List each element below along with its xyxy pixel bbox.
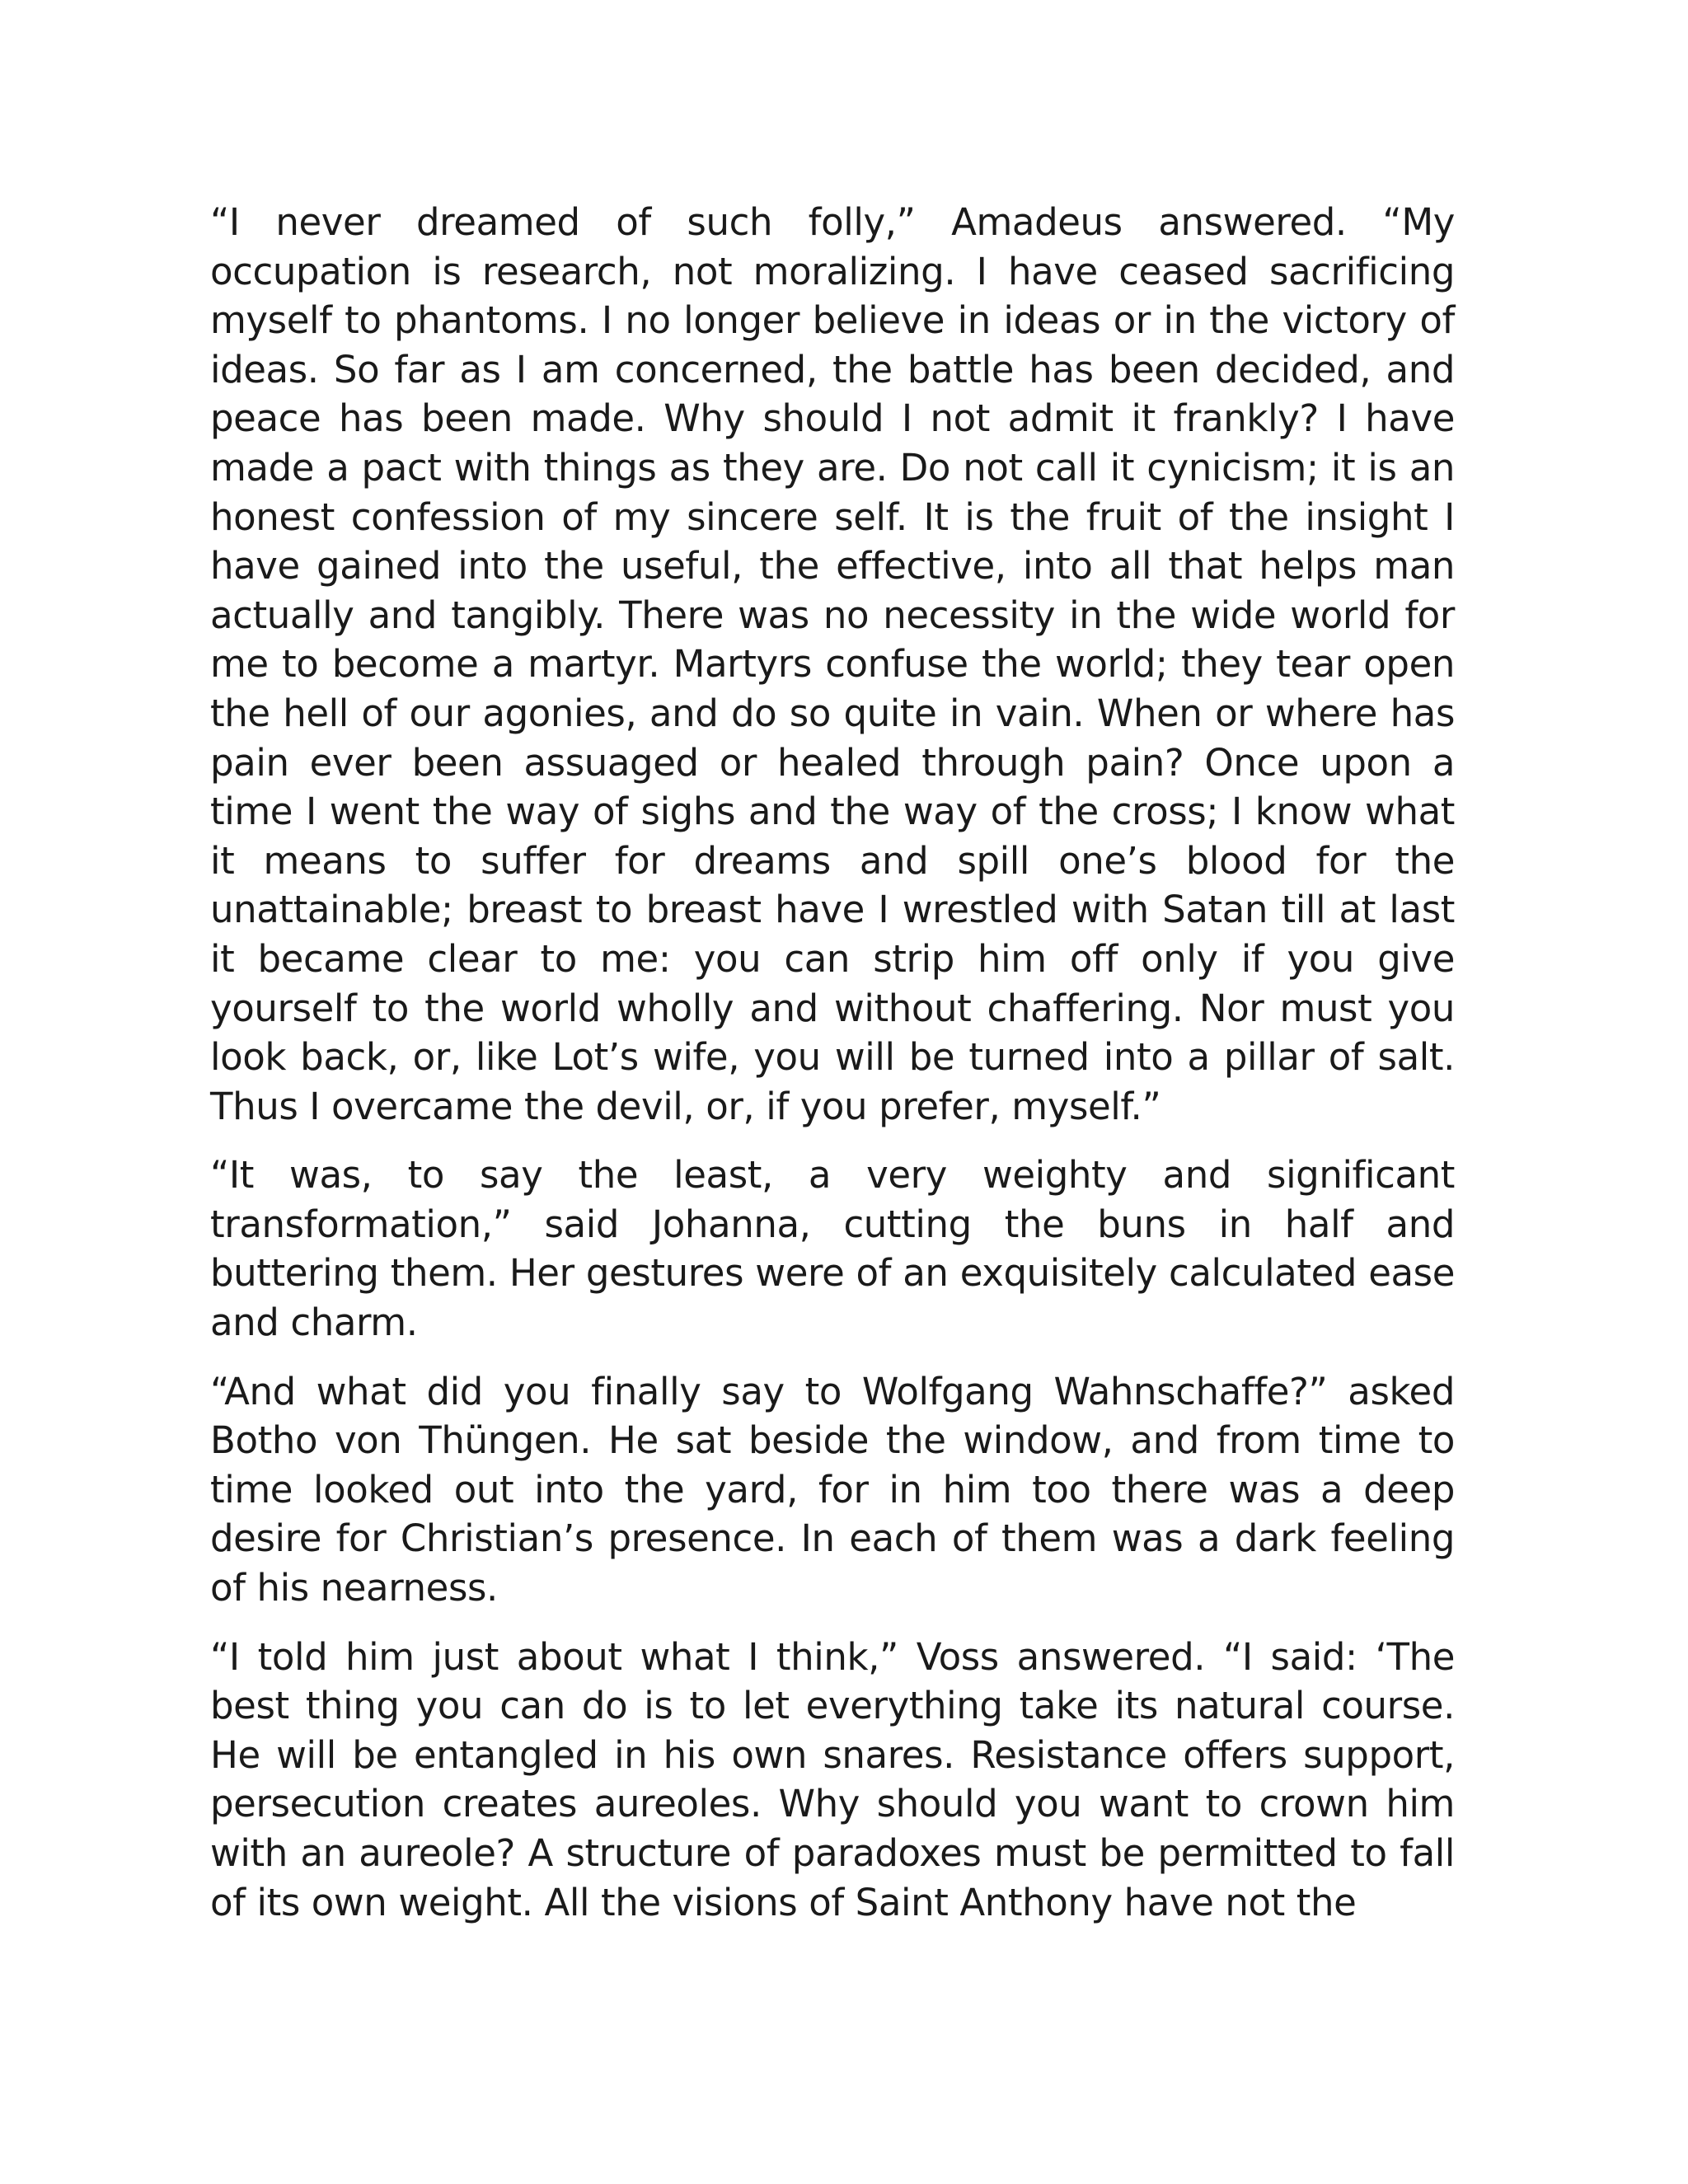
paragraph-4: “I told him just about what I think,” Voss answered. “I said: ‘The best thing you can do is to let everything take its natural course. He will be entangled in his own snares. Resistance offers support, persecution creates aureoles. Why should you want to crown him with an aureole? A structure of paradoxes must be permitted to fall of its own weight. All the visions of Saint Anthony have not the [210, 1634, 1455, 1924]
paragraph-1: “I never dreamed of such folly,” Amadeus answered. “My occupation is research, not moralizing. I have ceased sacrificing myself to phantoms. I no longer believe in ideas or in the victory of ideas. So far as I am concerned, the battle has been decided, and peace has been made. Why should I not admit it frankly? I have made a pact with things as they are. Do not call it cynicism; it is an honest confession of my sincere self. It is the fruit of the insight I have gained into the useful, the effective, into all that helps man actually and tangibly. There was no necessity in the wide world for me to become a martyr. Martyrs confuse the world; they tear open the hell of our agonies, and do so quite in vain. When or where has pain ever been assuaged or healed through pain? Once upon a time I went the way of sighs and the way of the cross; I know what it means to suffer for dreams and spill one’s blood for the unattainable; breast to breast have I wrestled with Satan till at last it became clear to me: you can strip him off only if you give yourself to the world wholly and without chaffering. Nor must you look back, or, like Lot’s wife, you will be turned into a pillar of salt. Thus I overcame the devil, or, if you prefer, myself.” [210, 200, 1455, 1128]
paragraph-3: “And what did you finally say to Wolfgang Wahnschaffe?” asked Botho von Thüngen. He sat beside the window, and from time to time looked out into the yard, for in him too there was a deep desire for Christian’s presence. In each of them was a dark feeling of his nearness. [210, 1369, 1455, 1610]
page-body [210, 198, 1455, 1947]
paragraph-2: “It was, to say the least, a very weighty and significant transformation,” said Johanna, cutting the buns in half and buttering them. Her gestures were of an exquisitely calculated ease and charm. [210, 1153, 1455, 1345]
